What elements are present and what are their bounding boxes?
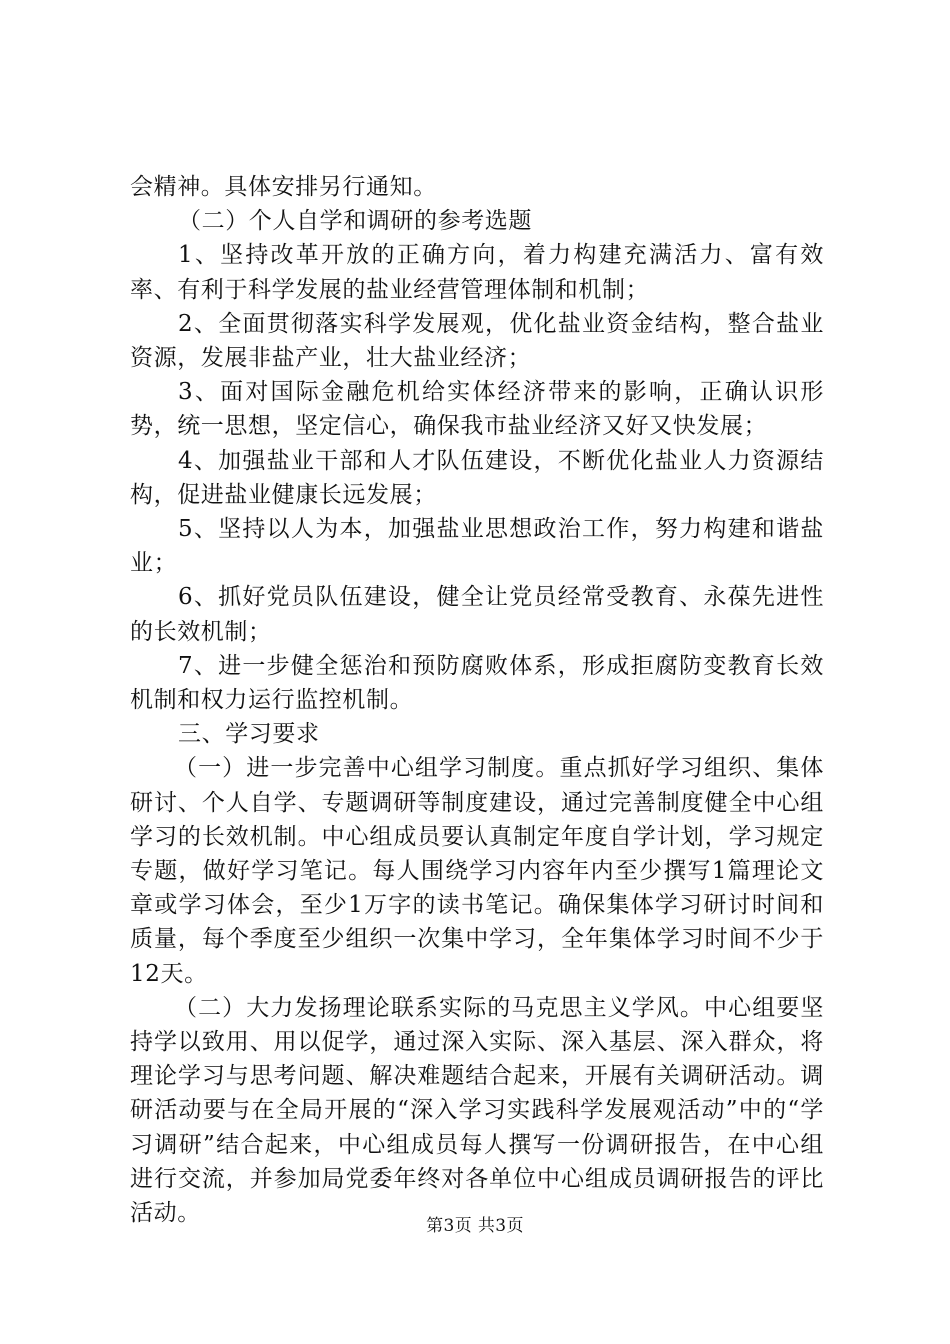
page-number-footer: 第3页 共3页 [426, 1216, 524, 1236]
topic-item-5: 5、坚持以人为本，加强盐业思想政治工作，努力构建和谐盐业； [130, 516, 824, 577]
topic-item-3: 3、面对国际金融危机给实体经济带来的影响，正确认识形势，统一思想，坚定信心，确保我市盐业经济又好又快发展； [130, 379, 824, 440]
topic-item-4: 4、加强盐业干部和人才队伍建设，不断优化盐业人力资源结构，促进盐业健康长远发展； [130, 447, 824, 508]
topic-item-2: 2、全面贯彻落实科学发展观，优化盐业资金结构，整合盐业资源，发展非盐产业，壮大盐业经济； [130, 310, 824, 372]
topic-item-6: 6、抓好党员队伍建设，健全让党员经常受教育、永葆先进性的长效机制； [130, 584, 824, 645]
section-heading-personal-study: （二）个人自学和调研的参考选题 [178, 208, 532, 235]
section-heading-requirements: 三、学习要求 [178, 721, 320, 748]
document-body [130, 170, 824, 1230]
topic-item-1: 1、坚持改革开放的正确方向，着力构建充满活力、富有效率、有利于科学发展的盐业经营管理体制和机制； [130, 242, 824, 303]
paragraph-continuation: 会精神。具体安排另行通知。 [130, 174, 437, 200]
requirement-paragraph-2: （二）大力发扬理论联系实际的马克思主义学风。中心组要坚持学以致用、用以促学，通过深入实际、深入基层、深入群众，将理论学习与思考问题、解决难题结合起来，开展有关调研活动。调研活动要与在全局开展的“深入学习实践科学发展观活动”中的“学习调研”结合起来，中心组成员每人撰写一份调研报告，在中心组进行交流，并参加局党委年终对各单位中心组成员调研报告的评比活动。 [130, 994, 824, 1227]
requirement-paragraph-1: （一）进一步完善中心组学习制度。重点抓好学习组织、集体研讨、个人自学、专题调研等制度建设，通过完善制度健全中心组学习的长效机制。中心组成员要认真制定年度自学计划，学习规定专题，做好学习笔记。每人围绕学习内容年内至少撰写1篇理论文章或学习体会，至少1万字的读书笔记。确保集体学习研讨时间和质量，每个季度至少组织一次集中学习，全年集体学习时间不少于12天。 [130, 755, 824, 987]
topic-item-7: 7、进一步健全惩治和预防腐败体系，形成拒腐防变教育长效机制和权力运行监控机制。 [130, 652, 824, 714]
